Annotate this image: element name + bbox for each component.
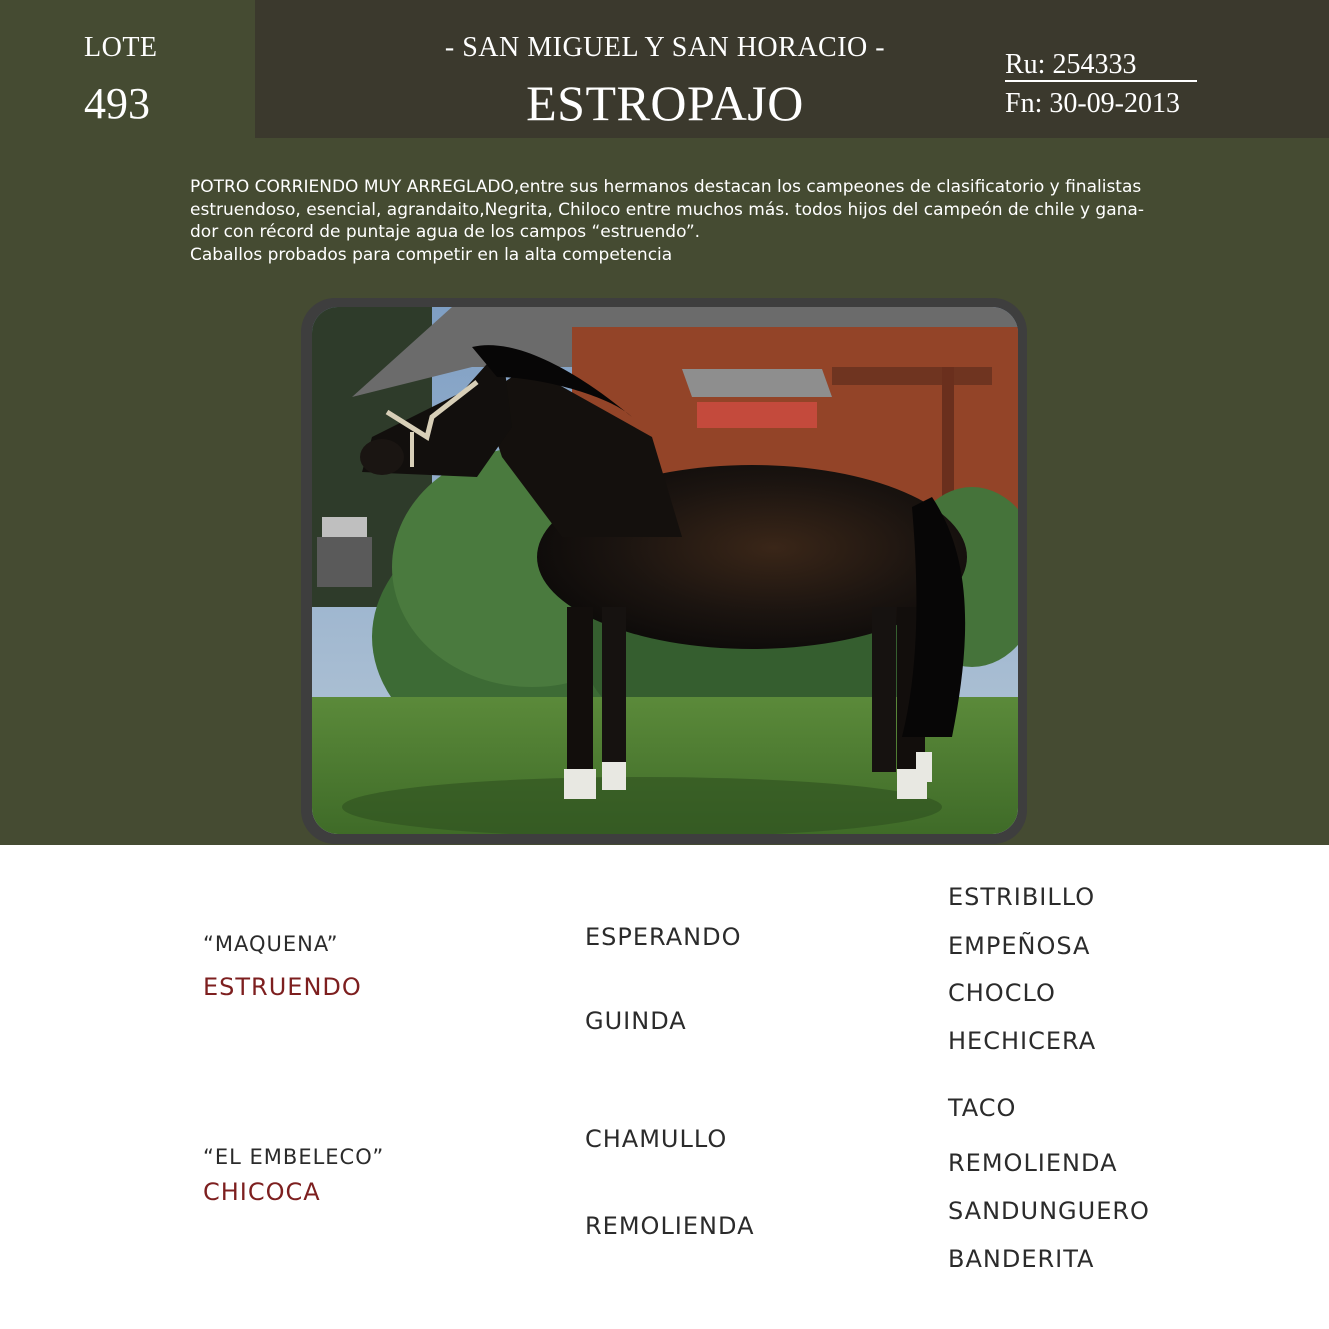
great-grandparent-name: EMPEÑOSA (948, 932, 1091, 960)
registration-number: Ru: 254333 (1005, 50, 1197, 82)
breeder-name: - SAN MIGUEL Y SAN HORACIO - (444, 32, 886, 63)
great-grandparent-name: TACO (948, 1094, 1017, 1122)
horse-photo-illustration (312, 307, 1018, 834)
sire-nickname: “MAQUENA” (203, 932, 339, 956)
description-line: dor con récord de puntaje agua de los campos “estruendo”. (190, 222, 701, 242)
photo-frame (301, 298, 1027, 844)
lote-label: LOTE (84, 32, 158, 63)
horse-photo (312, 307, 1018, 834)
lote-number: 493 (84, 79, 150, 128)
horse-name: ESTROPAJO (526, 75, 804, 131)
great-grandparent-name: SANDUNGUERO (948, 1197, 1150, 1225)
dam-name: CHICOCA (203, 1178, 321, 1206)
grandparent-name: ESPERANDO (585, 923, 742, 951)
great-grandparent-name: HECHICERA (948, 1027, 1097, 1055)
grandparent-name: REMOLIENDA (585, 1212, 755, 1240)
description-line: Caballos probados para competir en la alta competencia (190, 244, 673, 265)
great-grandparent-name: CHOCLO (948, 979, 1056, 1007)
sire-name: ESTRUENDO (203, 973, 362, 1001)
great-grandparent-name: BANDERITA (948, 1245, 1095, 1273)
description (190, 176, 1240, 266)
grandparent-name: CHAMULLO (585, 1125, 728, 1153)
dam-nickname: “EL EMBELECO” (203, 1145, 385, 1169)
birth-date: Fn: 30-09-2013 (1005, 88, 1180, 119)
great-grandparent-name: REMOLIENDA (948, 1149, 1118, 1177)
description-line: POTRO CORRIENDO MUY ARREGLADO,entre sus hermanos destacan los campeones de clasificatorio y finalistas (190, 177, 1142, 197)
grandparent-name: GUINDA (585, 1007, 687, 1035)
great-grandparent-name: ESTRIBILLO (948, 883, 1096, 911)
description-line: estruendoso, esencial, agrandaito,Negrita, Chiloco entre muchos más. todos hijos del campeón de chile y gana- (190, 199, 1144, 220)
